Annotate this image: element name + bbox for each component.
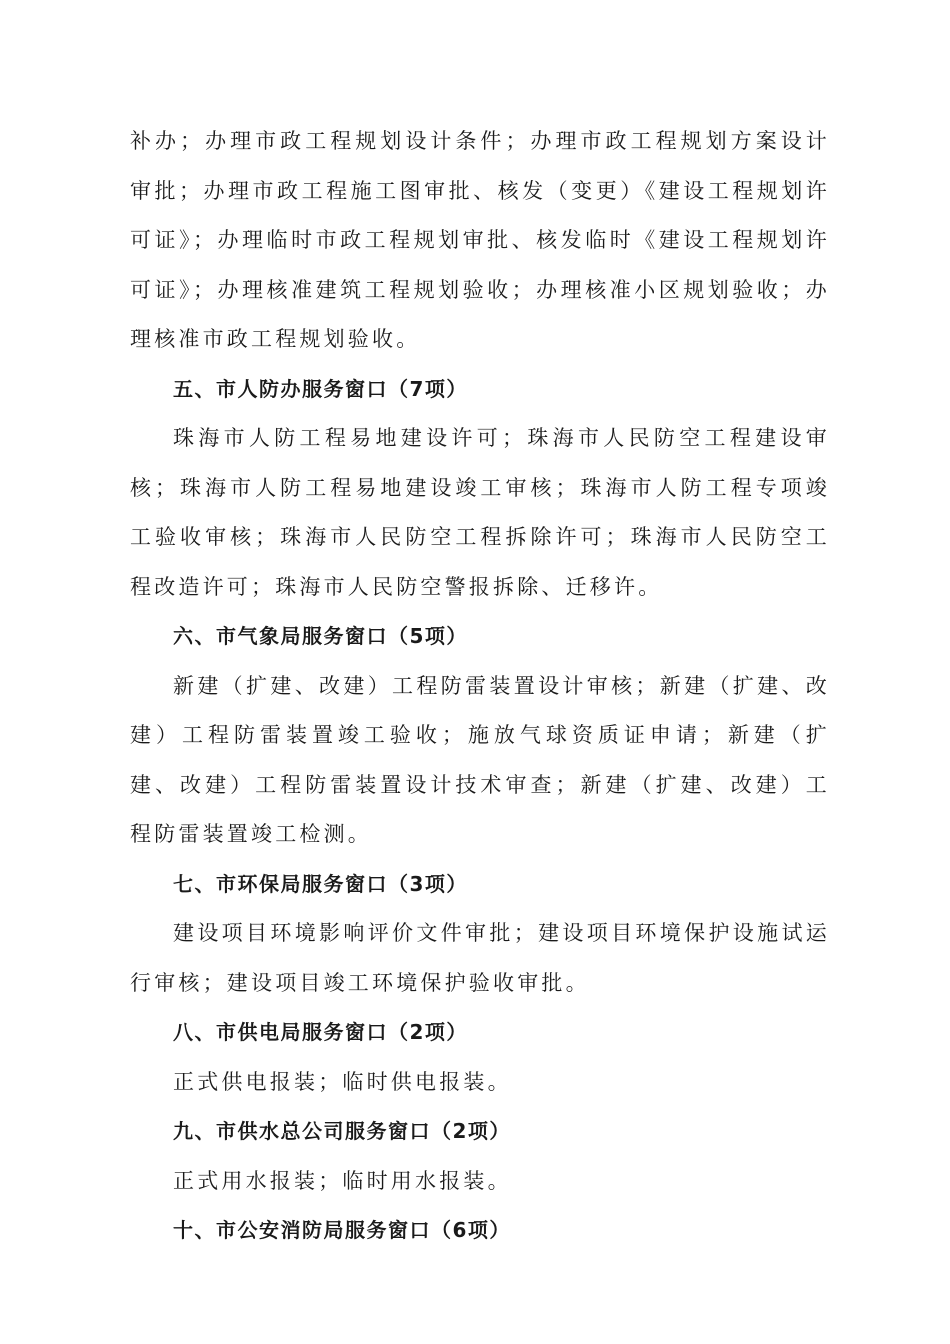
section-9 [130,1107,830,1206]
section-5 [130,365,830,613]
section-body: 建设项目环境影响评价文件审批；建设项目环境保护设施试运行审核；建设项目竣工环境保护验收审批。 [130,921,830,995]
section-6 [130,612,830,860]
section-heading: 五、市人防办服务窗口（7项） [173,376,468,401]
section-body: 正式用水报装；临时用水报装。 [173,1168,512,1193]
section-heading: 十、市公安消防局服务窗口（6项） [173,1218,511,1242]
section-body: 新建（扩建、改建）工程防雷装置设计审核；新建（扩建、改建）工程防雷装置竣工验收；施放气球资质证申请；新建（扩建、改建）工程防雷装置设计技术审查；新建（扩建、改建）工程防雷装置竣工检测。 [130,673,830,846]
continuation-paragraph: 补办；办理市政工程规划设计条件；办理市政工程规划方案设计审批；办理市政工程施工图审批、核发（变更）《建设工程规划许可证》；办理临时市政工程规划审批、核发临时《建设工程规划许可证》；办理核准建筑工程规划验收；办理核准小区规划验收；办理核准市政工程规划验收。 [130,129,830,351]
section-7 [130,860,830,1009]
section-heading: 七、市环保局服务窗口（3项） [173,871,468,896]
section-8 [130,1008,830,1107]
section-heading: 八、市供电局服务窗口（2项） [173,1020,468,1044]
section-heading: 六、市气象局服务窗口（5项） [173,624,468,648]
section-10 [130,1206,830,1256]
section-body: 正式供电报装；临时供电报装。 [173,1069,512,1094]
document-page [130,117,830,1256]
section-body: 珠海市人防工程易地建设许可；珠海市人民防空工程建设审核；珠海市人防工程易地建设竣工审核；珠海市人防工程专项竣工验收审核；珠海市人民防空工程拆除许可；珠海市人民防空工程改造许可；珠海市人民防空警报拆除、迁移许。 [130,426,830,599]
section-heading: 九、市供水总公司服务窗口（2项） [173,1119,511,1143]
